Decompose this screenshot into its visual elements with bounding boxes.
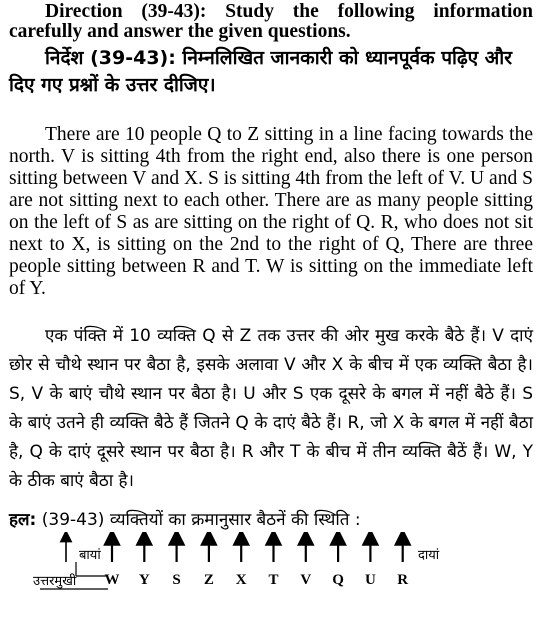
person-letter: Q xyxy=(332,572,344,588)
person-letter: S xyxy=(172,572,181,588)
seating-diagram xyxy=(0,532,543,626)
facing-label: उत्तरमुखी xyxy=(33,574,77,589)
people-row xyxy=(105,537,409,588)
left-label: बायां xyxy=(79,548,101,563)
solution-text: (39-43) व्यक्तियों का क्रमानुसार बैठनें की स्थिति : xyxy=(41,510,361,530)
person-letter: U xyxy=(364,572,376,588)
direction-english: Direction (39-43): Study the following information carefully and answer the given questions. xyxy=(9,1,533,42)
person-letter: Y xyxy=(138,572,150,588)
person-letter: V xyxy=(300,572,312,588)
right-label: दायां xyxy=(418,548,440,563)
puzzle-paragraph-hindi: एक पंक्ति में 10 व्यक्ति Q से Z तक उत्तर की ओर मुख करके बैठे हैं। V दाएं छोर से चौथे स्थान पर बैठा है, इसके अलावा V और X के बीच में एक व्यक्ति बैठा है। S, V के बाएं चौथे स्थान पर बैठा है। U और S एक दूसरे के बगल में नहीं बैठे हैं। S के बाएं उतने ही व्यक्ति बैठे हैं जितने Q के दाएं बैठे हैं। R, जो X के बगल में नहीं बैठा है, Q के दाएं दूसरे स्थान पर बैठा है। R और T के बीच में तीन व्यक्ति बैठें हैं। W, Y के ठीक बाएं बैठा है। xyxy=(9,326,533,491)
person-letter: X xyxy=(235,572,247,588)
direction-hindi: निर्देश (39-43): निम्नलिखित जानकारी को ध्यानपूर्वक पढ़िए और दिए गए प्रश्नों के उत्तर दीजिए। xyxy=(9,47,513,96)
person-letter: W xyxy=(104,572,120,588)
person-letter: Z xyxy=(203,572,214,588)
puzzle-paragraph-english: There are 10 people Q to Z sitting in a line facing towards the north. V is sitting 4th from the right end, also there is one person sitting between V and X. S is sitting 4th from the left of V. U and S are not sitting next to each other. There are as many people sitting on the left of S as are sitting on the right of Q. R, who does not sit next to X, is sitting on the 2nd to the right of Q, There are three people sitting between R and T. W is sitting on the immediate left of Y. xyxy=(9,124,533,299)
person-letter: R xyxy=(397,572,409,588)
solution-heading xyxy=(9,509,361,531)
solution-label: हल: xyxy=(9,510,37,530)
person-letter: T xyxy=(268,572,279,588)
